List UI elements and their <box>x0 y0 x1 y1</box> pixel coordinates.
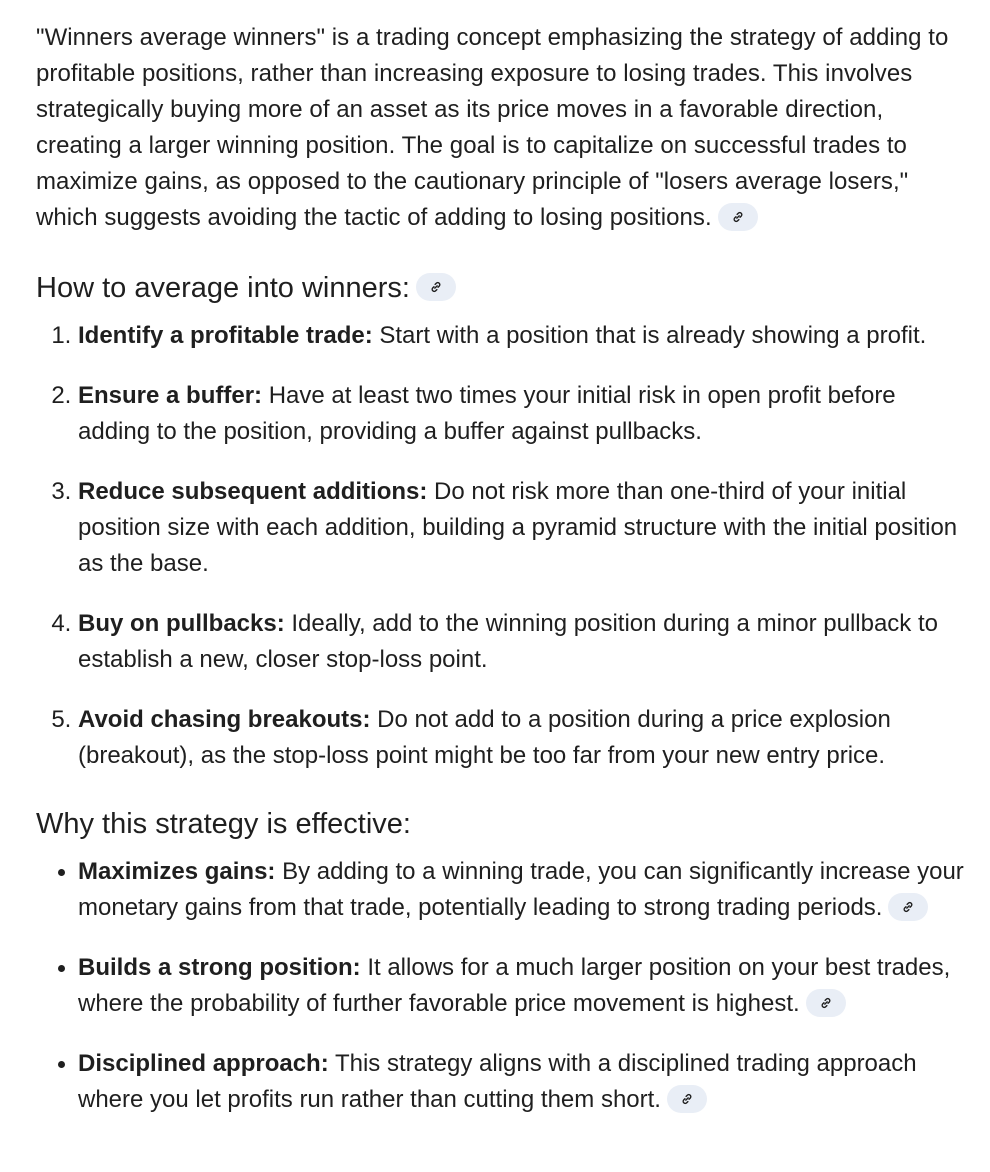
item-text: Start with a position that is already showing a profit. <box>372 322 927 349</box>
list-item <box>78 950 972 1022</box>
item-text: Have at least two times your initial risk in open profit before adding to the position, providing a buffer against pullbacks. <box>78 382 896 445</box>
item-title: Builds a strong position: <box>78 954 361 981</box>
link-icon <box>731 210 745 224</box>
item-text: Do not add to a position during a price explosion (breakout), as the stop-loss point might be too far from your new entry price. <box>78 706 891 769</box>
item-text: By adding to a winning trade, you can significantly increase your monetary gains from that trade, potentially leading to strong trading periods. <box>78 858 964 921</box>
why-heading-text: Why this strategy is effective: <box>36 808 411 840</box>
how-heading <box>36 268 972 308</box>
item-title: Identify a profitable trade: <box>78 322 373 349</box>
item-title: Reduce subsequent additions: <box>78 478 428 505</box>
item-text: Do not risk more than one-third of your initial position size with each addition, building a pyramid structure with the initial position as the base. <box>78 478 958 577</box>
how-heading-text: How to average into winners: <box>36 272 410 304</box>
link-icon <box>819 996 833 1010</box>
list-item <box>78 1046 972 1118</box>
source-link-chip[interactable] <box>667 1085 707 1113</box>
source-link-chip[interactable] <box>888 893 928 921</box>
list-item <box>78 474 972 582</box>
source-link-chip[interactable] <box>806 989 846 1017</box>
item-title: Avoid chasing breakouts: <box>78 706 371 733</box>
list-item <box>78 378 972 450</box>
why-reasons-list <box>36 854 972 1118</box>
intro-text: "Winners average winners" is a trading concept emphasizing the strategy of adding to profitable positions, rather than increasing exposure to losing trades. This involves strategically buying more of an asset as its price moves in a favorable direction, creating a larger winning position. The goal is to capitalize on successful trades to maximize gains, as opposed to the cautionary principle of "losers average losers," which suggests avoiding the tactic of adding to losing positions. <box>36 24 949 231</box>
item-text: It allows for a much larger position on your best trades, where the probability of further favorable price movement is highest. <box>78 954 951 1017</box>
list-item <box>78 854 972 926</box>
why-heading <box>36 804 972 844</box>
list-item <box>78 318 972 354</box>
item-text: Ideally, add to the winning position during a minor pullback to establish a new, closer stop-loss point. <box>78 610 938 673</box>
link-icon <box>680 1092 694 1106</box>
how-steps-list <box>36 318 972 774</box>
list-item <box>78 702 972 774</box>
link-icon <box>429 280 443 294</box>
list-item <box>78 606 972 678</box>
item-title: Ensure a buffer: <box>78 382 263 409</box>
item-title: Maximizes gains: <box>78 858 276 885</box>
link-icon <box>901 900 915 914</box>
item-title: Buy on pullbacks: <box>78 610 285 637</box>
intro-paragraph <box>36 20 972 236</box>
source-link-chip[interactable] <box>718 203 758 231</box>
item-title: Disciplined approach: <box>78 1050 329 1077</box>
source-link-chip[interactable] <box>416 273 456 301</box>
item-text: This strategy aligns with a disciplined trading approach where you let profits run rather than cutting them short. <box>78 1050 917 1113</box>
